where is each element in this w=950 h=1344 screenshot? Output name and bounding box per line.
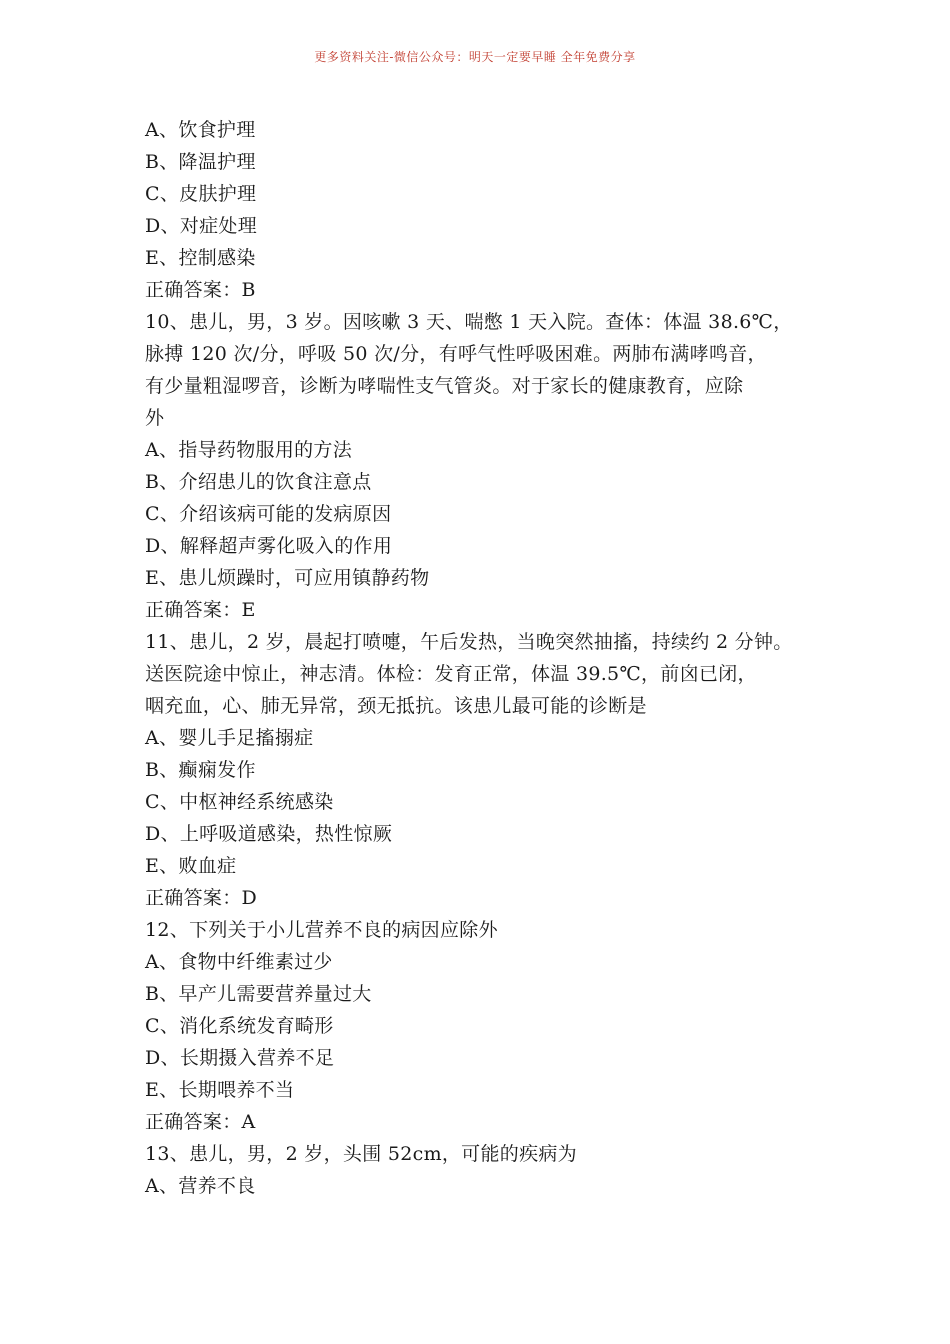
option-line: A、食物中纤维素过少 [145,951,333,973]
question-10-text: 有少量粗湿啰音，诊断为哮喘性支气管炎。对于家长的健康教育，应除 [145,375,744,397]
question-11-text: 咽充血，心、肺无异常，颈无抵抗。该患儿最可能的诊断是 [145,695,647,717]
option-line: A、婴儿手足搐搦症 [145,727,314,749]
option-line: B、介绍患儿的饮食注意点 [145,471,372,493]
option-line: D、对症处理 [145,215,258,237]
answer-line: 正确答案：B [145,279,256,301]
option-line: D、解释超声雾化吸入的作用 [145,535,393,557]
header-promo-note: 更多资料关注-微信公众号：明天一定要早睡 全年免费分享 [314,50,636,64]
option-line: B、早产儿需要营养量过大 [145,983,372,1005]
question-13-text: 13、患儿，男，2 岁，头围 52cm，可能的疾病为 [145,1143,577,1165]
option-line: E、控制感染 [145,247,256,269]
answer-line: 正确答案：A [145,1111,256,1133]
option-line: E、败血症 [145,855,237,877]
question-10-text: 10、患儿，男，3 岁。因咳嗽 3 天、喘憋 1 天入院。查体：体温 38.6℃， [145,311,793,333]
option-line: B、降温护理 [145,151,256,173]
option-line: A、指导药物服用的方法 [145,439,353,461]
option-line: C、皮肤护理 [145,183,257,205]
answer-line: 正确答案：D [145,887,258,909]
option-line: D、长期摄入营养不足 [145,1047,335,1069]
question-10-text: 外 [145,407,165,429]
question-10-text: 脉搏 120 次/分，呼吸 50 次/分，有呼气性呼吸困难。两肺布满哮鸣音， [145,343,767,365]
option-line: B、癫痫发作 [145,759,256,781]
question-11-text: 11、患儿，2 岁，晨起打喷嚏，午后发热，当晚突然抽搐，持续约 2 分钟。 [145,631,793,653]
option-line: C、中枢神经系统感染 [145,791,334,813]
question-12-text: 12、下列关于小儿营养不良的病因应除外 [145,919,498,941]
option-line: E、患儿烦躁时，可应用镇静药物 [145,567,430,589]
option-line: D、上呼吸道感染，热性惊厥 [145,823,393,845]
option-line: A、饮食护理 [145,119,256,141]
answer-line: 正确答案：E [145,599,256,621]
option-line: C、消化系统发育畸形 [145,1015,334,1037]
option-line: E、长期喂养不当 [145,1079,295,1101]
question-11-text: 送医院途中惊止，神志清。体检：发育正常，体温 39.5℃，前囟已闭， [145,663,757,685]
option-line: A、营养不良 [145,1175,256,1197]
option-line: C、介绍该病可能的发病原因 [145,503,392,525]
document-body [145,114,810,1202]
